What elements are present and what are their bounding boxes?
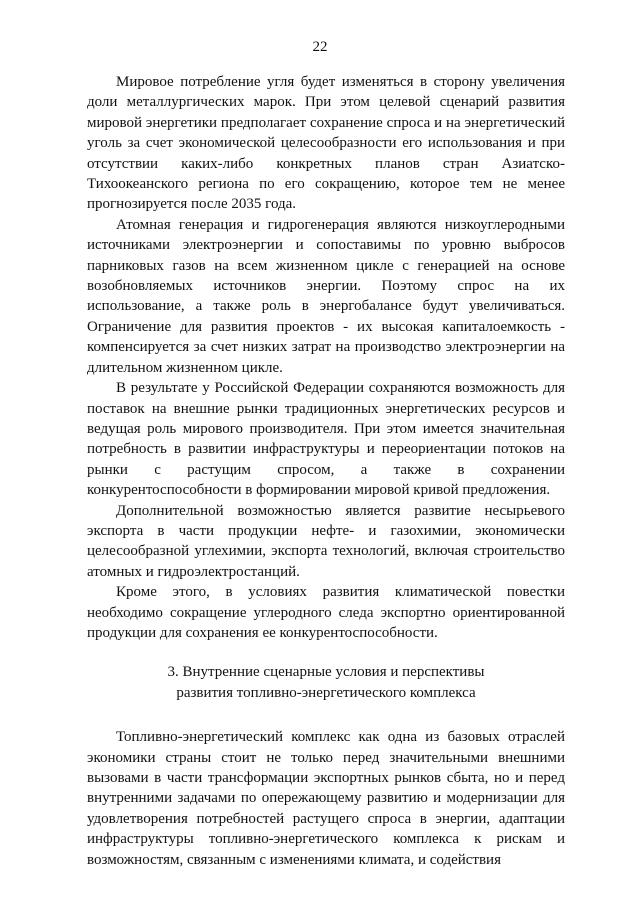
- page-number: 22: [312, 39, 328, 55]
- section-heading: [87, 662, 565, 703]
- paragraph-non-resource-export: Дополнительной возможностью является развитие несырьевого экспорта в части продукции нефте- и газохимии, экономически целесообразной углехимии, экспорта технологий, включая строительство атомных и гидроэлектростанций.: [87, 502, 565, 580]
- section-heading-line-2: развития топливно-энергетического комплекса: [176, 684, 476, 701]
- paragraph-fuel-energy-complex: Топливно-энергетический комплекс как одна из базовых отраслей экономики страны стоит не только перед значительными внешними вызовами в части трансформации экспортных рынков сбыта, но и перед внутренними задачами по опережающему развитию и модернизации для удовлетворения потребностей растущего спроса в энергии, адаптации инфраструктуры топливно-энергетического комплекса к рискам и возможностям, связанным с изменениями климата, и содействия: [87, 729, 565, 868]
- paragraph-coal-consumption: Мировое потребление угля будет изменяться в сторону увеличения доли металлургических марок. При этом целевой сценарий развития мировой энергетики предполагает сохранение спроса и на энергетический уголь за счет экономической целесообразности его использования и при отсутствии каких-либо конкретных планов стран Азиатско-Тихоокеанского региона по его сокращению, которое тем не менее прогнозируется после 2035 года.: [87, 74, 565, 213]
- page-content: [87, 72, 565, 870]
- section-heading-line-1: 3. Внутренние сценарные условия и перспективы: [167, 664, 485, 681]
- paragraph-nuclear-hydro-generation: Атомная генерация и гидрогенерация являются низкоуглеродными источниками электроэнергии и сопоставимы по уровню выбросов парниковых газов на всем жизненном цикле с генерацией на основе возобновляемых источников энергии. Поэтому спрос на их использование, а также роль в энергобалансе будут увеличиваться. Ограничение для развития проектов - их высокая капиталоемкость - компенсируется за счет низких затрат на производство электроэнергии на длительном жизненном цикле.: [87, 216, 565, 376]
- paragraph-carbon-footprint: Кроме этого, в условиях развития климатической повестки необходимо сокращение углеродного следа экспортно ориентированной продукции для сохранения ее конкурентоспособности.: [87, 584, 565, 641]
- paragraph-russian-federation-opportunities: В результате у Российской Федерации сохраняются возможность для поставок на внешние рынки традиционных энергетических ресурсов и ведущая роль мирового производителя. При этом имеется значительная потребность в развитии инфраструктуры и переориентации потоков на рынки с растущим спросом, а также в сохранении конкурентоспособности в формировании мировой кривой предложения.: [87, 380, 565, 499]
